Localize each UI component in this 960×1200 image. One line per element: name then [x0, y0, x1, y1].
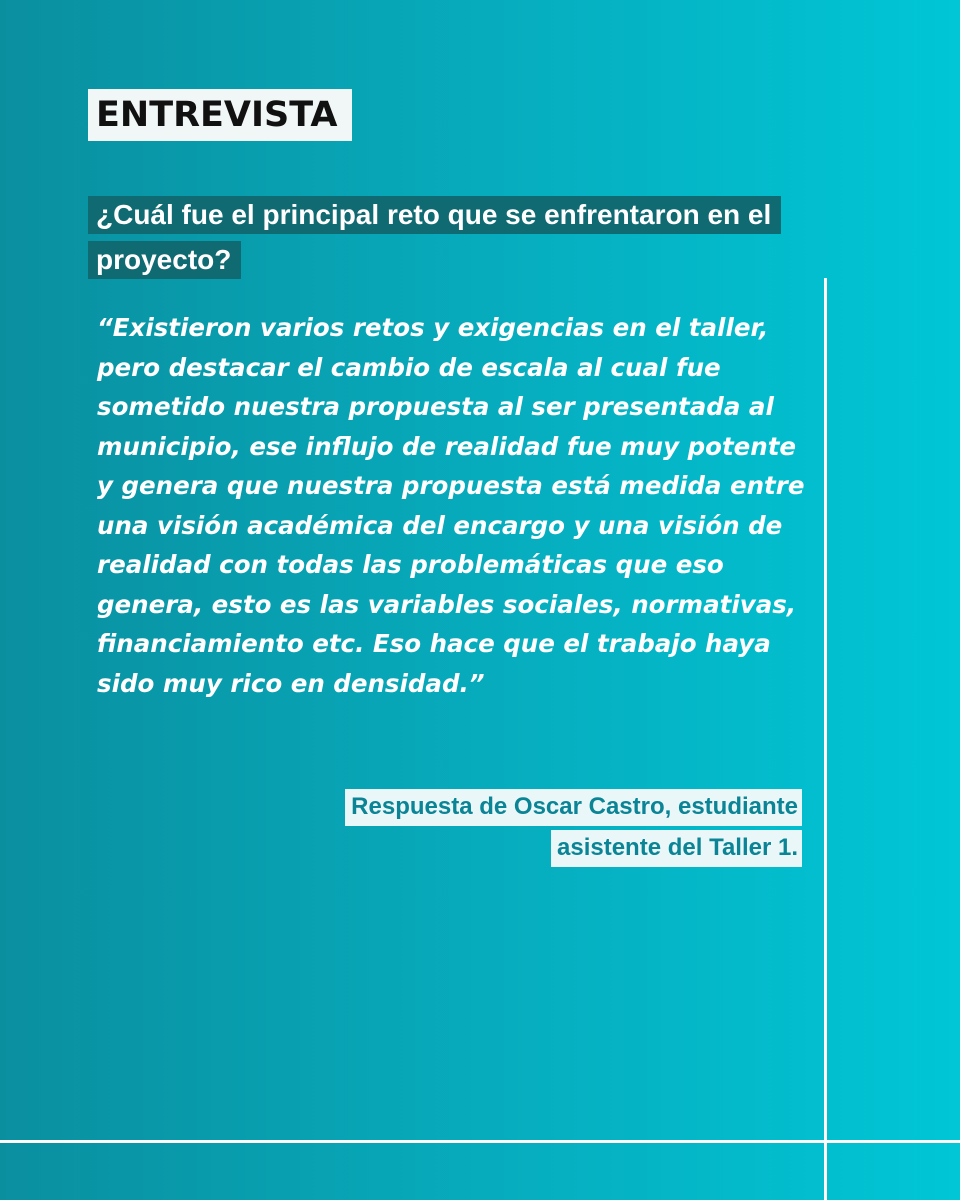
section-tag: ENTREVISTA [88, 89, 352, 141]
attribution [242, 786, 802, 868]
question-heading [88, 193, 788, 282]
horizontal-divider-line [0, 1140, 960, 1143]
answer-quote: “Existieron varios retos y exigencias en el taller, pero destacar el cambio de escala al cual fue sometido nuestra propuesta al ser presentada al municipio, ese influjo de realidad fue muy potente y genera que nuestra propuesta está medida entre una visión académica del encargo y una visión de realidad con todas las problemáticas que eso genera, esto es las variables sociales, normativas, financiamiento etc. Eso hace que el trabajo haya sido muy rico en densidad.” [97, 313, 805, 698]
vertical-divider-line [824, 278, 827, 1200]
attribution-text: Respuesta de Oscar Castro, estudiante asistente del Taller 1. [345, 789, 802, 867]
question-text: ¿Cuál fue el principal reto que se enfrentaron en el proyecto? [88, 196, 781, 279]
